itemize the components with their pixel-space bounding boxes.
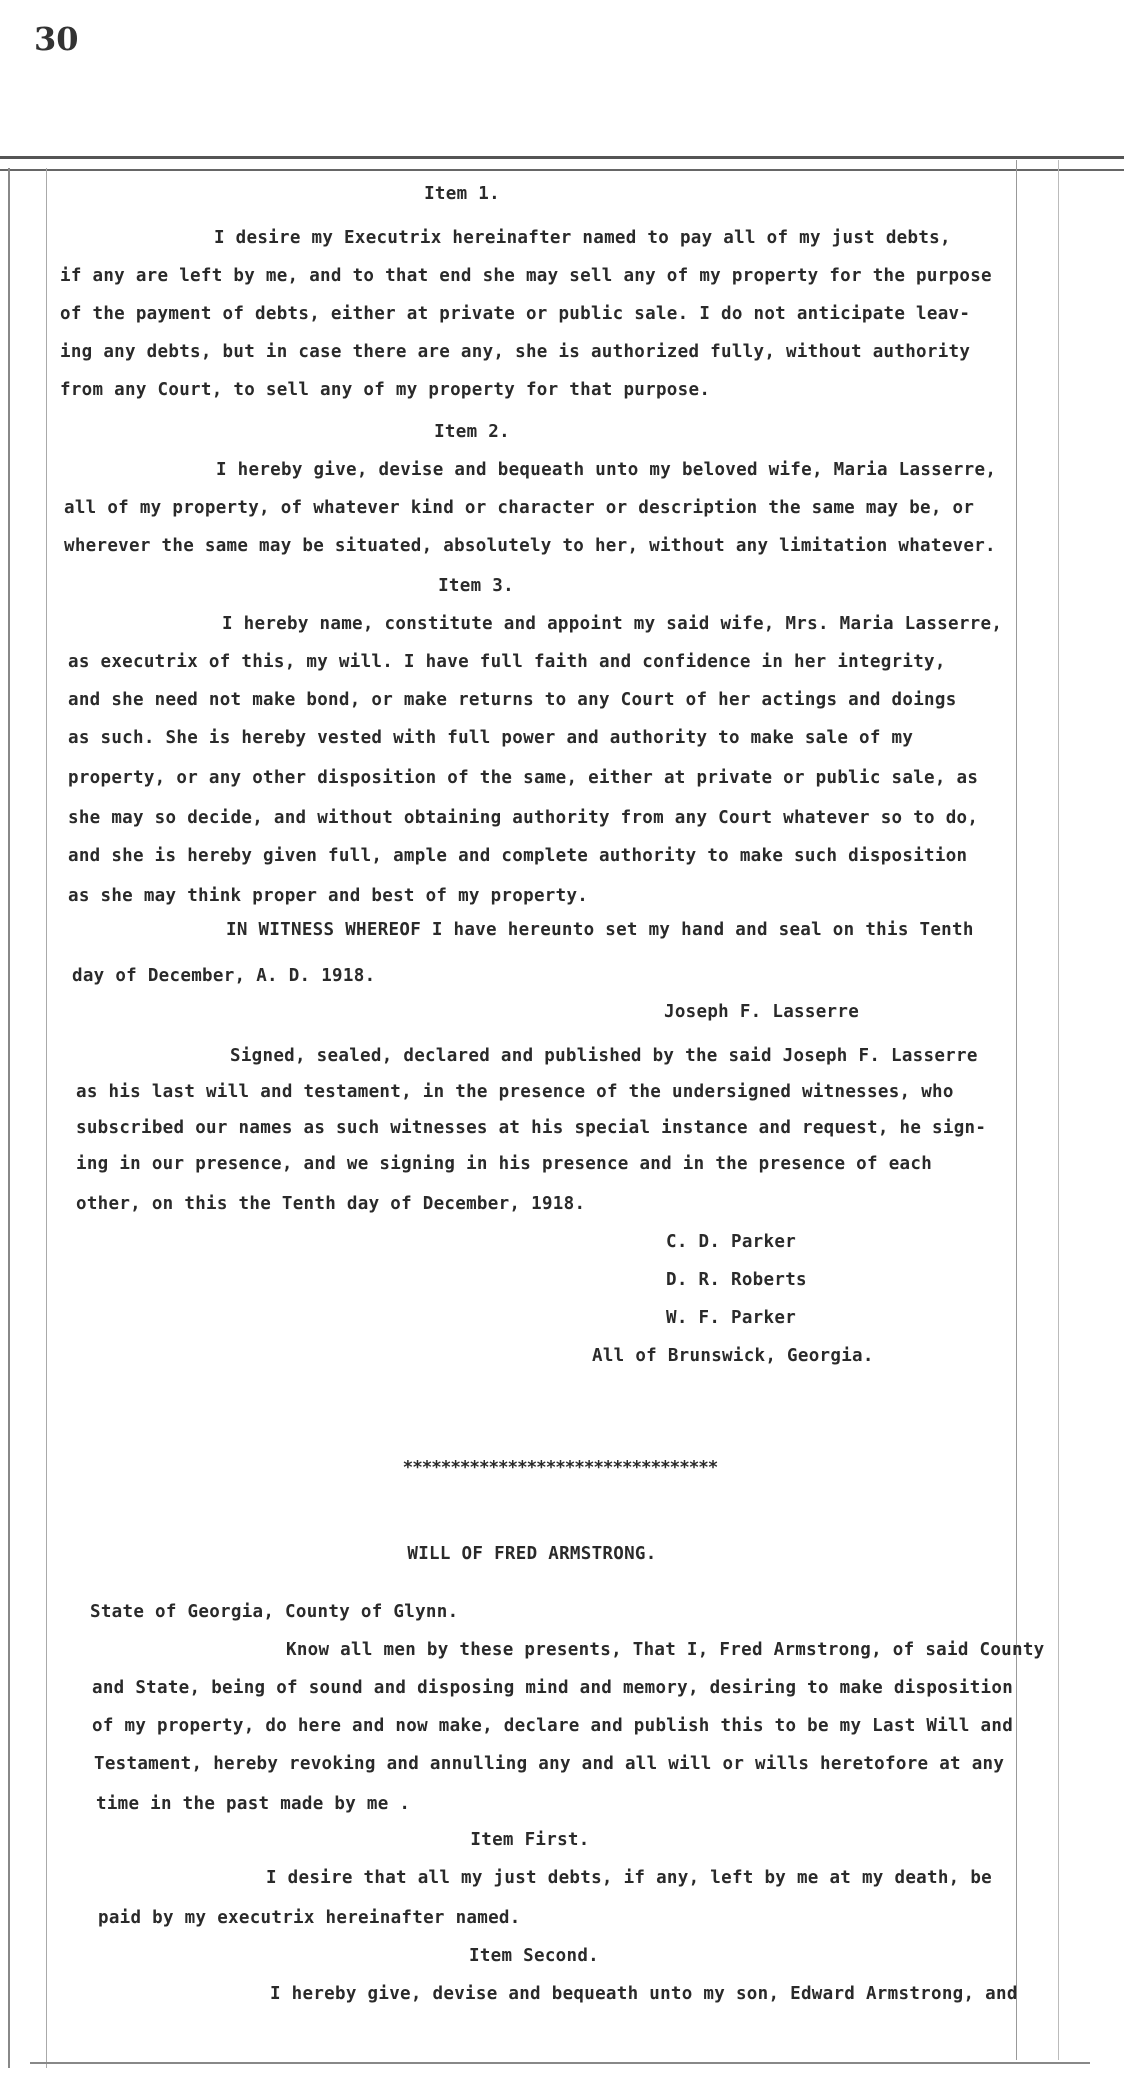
- text-line: if any are left by me, and to that end she may sell any of my property for the purpose: [60, 266, 992, 286]
- text-line: and she is hereby given full, ample and complete authority to make such disposition: [68, 846, 968, 866]
- text-line: ing any debts, but in case there are any, she is authorized fully, without authority: [60, 342, 971, 362]
- text-line: paid by my executrix hereinafter named.: [98, 1908, 521, 1928]
- text-line: I desire that all my just debts, if any, left by me at my death, be: [266, 1868, 993, 1888]
- text-line: from any Court, to sell any of my property for that purpose.: [60, 380, 711, 400]
- item-heading: Item 1.: [424, 184, 500, 204]
- text-line: I hereby give, devise and bequeath unto my son, Edward Armstrong, and: [270, 1984, 1018, 2004]
- text-line: and State, being of sound and disposing mind and memory, desiring to make disposition: [92, 1678, 1014, 1698]
- text-line: as his last will and testament, in the presence of the undersigned witnesses, who: [76, 1082, 954, 1102]
- text-line: day of December, A. D. 1918.: [72, 966, 376, 986]
- text-line: property, or any other disposition of the same, either at private or public sale, as: [68, 768, 979, 788]
- witness-location: All of Brunswick, Georgia.: [592, 1346, 874, 1366]
- right-margin-rule: [1016, 160, 1017, 2060]
- right-margin-rule-outer: [1058, 160, 1059, 2060]
- page-number: 30: [34, 20, 79, 58]
- document-title: WILL OF FRED ARMSTRONG.: [407, 1544, 657, 1564]
- text-line: as she may think proper and best of my property.: [68, 886, 589, 906]
- text-line: as such. She is hereby vested with full power and authority to make sale of my: [68, 728, 914, 748]
- section-separator: *********************************: [402, 1458, 718, 1478]
- text-line: I hereby name, constitute and appoint my said wife, Mrs. Maria Lasserre,: [222, 614, 1003, 634]
- text-line: as executrix of this, my will. I have full faith and confidence in her integrity,: [68, 652, 946, 672]
- text-line: time in the past made by me .: [96, 1794, 411, 1814]
- text-line: Know all men by these presents, That I, Fred Armstrong, of said County: [286, 1640, 1045, 1660]
- text-line: State of Georgia, County of Glynn.: [90, 1602, 459, 1622]
- item-heading: Item 3.: [438, 576, 514, 596]
- text-line: she may so decide, and without obtaining authority from any Court whatever so to do,: [68, 808, 979, 828]
- text-line: Testament, hereby revoking and annulling any and all will or wills heretofore at any: [94, 1754, 1005, 1774]
- item-heading: Item Second.: [468, 1946, 600, 1966]
- left-margin-rule: [8, 168, 10, 2068]
- text-line: of the payment of debts, either at private or public sale. I do not anticipate leav-: [60, 304, 971, 324]
- text-line: and she need not make bond, or make returns to any Court of her actings and doings: [68, 690, 957, 710]
- left-margin-rule-inner: [46, 168, 47, 2068]
- bottom-ruled-border: [30, 2062, 1090, 2064]
- top-ruled-border: [0, 156, 1124, 171]
- text-line: of my property, do here and now make, declare and publish this to be my Last Will and: [92, 1716, 1014, 1736]
- item-heading: Item 2.: [434, 422, 510, 442]
- text-line: all of my property, of whatever kind or character or description the same may be, or: [64, 498, 975, 518]
- text-line: Signed, sealed, declared and published by the said Joseph F. Lasserre: [230, 1046, 978, 1066]
- text-line: wherever the same may be situated, absolutely to her, without any limitation whatever.: [64, 536, 996, 556]
- attestation-line: IN WITNESS WHEREOF I have hereunto set my hand and seal on this Tenth: [226, 920, 974, 940]
- text-line: subscribed our names as such witnesses at his special instance and request, he sign-: [76, 1118, 987, 1138]
- witness-name: W. F. Parker: [666, 1308, 797, 1328]
- text-line: I desire my Executrix hereinafter named to pay all of my just debts,: [214, 228, 951, 248]
- item-heading: Item First.: [470, 1830, 590, 1850]
- witness-name: D. R. Roberts: [666, 1270, 807, 1290]
- testator-signature: Joseph F. Lasserre: [664, 1002, 860, 1022]
- text-line: other, on this the Tenth day of December, 1918.: [76, 1194, 586, 1214]
- text-line: ing in our presence, and we signing in his presence and in the presence of each: [76, 1154, 933, 1174]
- text-line: I hereby give, devise and bequeath unto my beloved wife, Maria Lasserre,: [216, 460, 997, 480]
- witness-name: C. D. Parker: [666, 1232, 797, 1252]
